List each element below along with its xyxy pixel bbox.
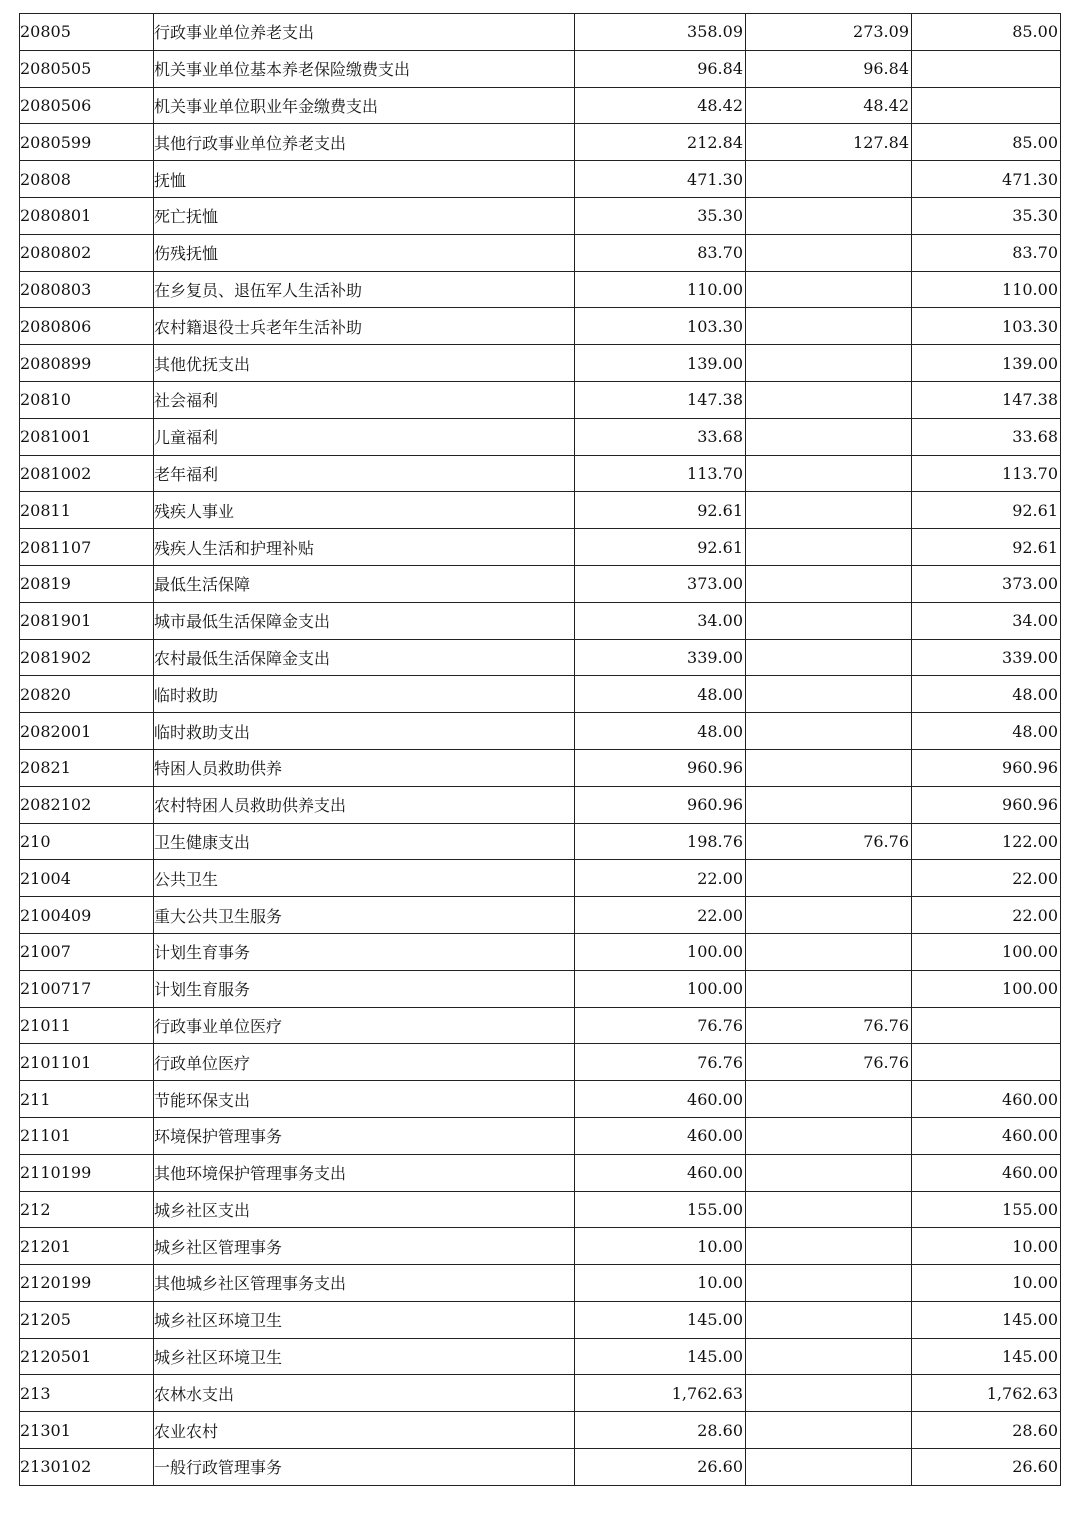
table-row [20, 492, 1061, 529]
table-row [20, 1375, 1061, 1412]
subject-code-cell: 2080505 [20, 50, 154, 87]
table-row [20, 1007, 1061, 1044]
subject-code-cell: 2080803 [20, 271, 154, 308]
project-expenditure-cell: 339.00 [912, 639, 1061, 676]
project-expenditure-cell: 28.60 [912, 1412, 1061, 1449]
basic-expenditure-cell [746, 1081, 912, 1118]
total-amount-cell: 100.00 [575, 933, 746, 970]
subject-code-cell: 20820 [20, 676, 154, 713]
subject-code-cell: 2101101 [20, 1044, 154, 1081]
table-row [20, 234, 1061, 271]
subject-name-cell: 公共卫生 [154, 860, 575, 897]
project-expenditure-cell: 92.61 [912, 492, 1061, 529]
basic-expenditure-cell [746, 970, 912, 1007]
basic-expenditure-cell [746, 786, 912, 823]
total-amount-cell: 198.76 [575, 823, 746, 860]
project-expenditure-cell [912, 1007, 1061, 1044]
project-expenditure-cell [912, 1044, 1061, 1081]
total-amount-cell: 139.00 [575, 345, 746, 382]
basic-expenditure-cell [746, 639, 912, 676]
table-row [20, 602, 1061, 639]
subject-code-cell: 21205 [20, 1301, 154, 1338]
total-amount-cell: 339.00 [575, 639, 746, 676]
total-amount-cell: 48.00 [575, 713, 746, 750]
basic-expenditure-cell [746, 1191, 912, 1228]
project-expenditure-cell: 460.00 [912, 1081, 1061, 1118]
table-row [20, 14, 1061, 51]
project-expenditure-cell: 83.70 [912, 234, 1061, 271]
project-expenditure-cell: 35.30 [912, 197, 1061, 234]
subject-code-cell: 2080599 [20, 124, 154, 161]
table-row [20, 676, 1061, 713]
subject-name-cell: 临时救助支出 [154, 713, 575, 750]
subject-code-cell: 21004 [20, 860, 154, 897]
subject-code-cell: 21007 [20, 933, 154, 970]
subject-code-cell: 20819 [20, 565, 154, 602]
subject-code-cell: 20821 [20, 749, 154, 786]
table-row [20, 860, 1061, 897]
basic-expenditure-cell [746, 381, 912, 418]
subject-name-cell: 农业农村 [154, 1412, 575, 1449]
subject-code-cell: 20805 [20, 14, 154, 51]
total-amount-cell: 960.96 [575, 749, 746, 786]
subject-name-cell: 在乡复员、退伍军人生活补助 [154, 271, 575, 308]
subject-code-cell: 21011 [20, 1007, 154, 1044]
subject-name-cell: 社会福利 [154, 381, 575, 418]
subject-name-cell: 环境保护管理事务 [154, 1117, 575, 1154]
project-expenditure-cell [912, 50, 1061, 87]
table-row [20, 1449, 1061, 1486]
table-row [20, 1191, 1061, 1228]
basic-expenditure-cell [746, 1412, 912, 1449]
subject-code-cell: 20810 [20, 381, 154, 418]
project-expenditure-cell: 373.00 [912, 565, 1061, 602]
subject-name-cell: 其他城乡社区管理事务支出 [154, 1265, 575, 1302]
project-expenditure-cell: 155.00 [912, 1191, 1061, 1228]
project-expenditure-cell: 85.00 [912, 124, 1061, 161]
basic-expenditure-cell [746, 1449, 912, 1486]
project-expenditure-cell: 110.00 [912, 271, 1061, 308]
basic-expenditure-cell [746, 418, 912, 455]
project-expenditure-cell: 113.70 [912, 455, 1061, 492]
basic-expenditure-cell [746, 1154, 912, 1191]
subject-name-cell: 农村特困人员救助供养支出 [154, 786, 575, 823]
table-row [20, 749, 1061, 786]
subject-name-cell: 行政单位医疗 [154, 1044, 575, 1081]
table-row [20, 345, 1061, 382]
total-amount-cell: 83.70 [575, 234, 746, 271]
project-expenditure-cell: 22.00 [912, 897, 1061, 934]
basic-expenditure-cell [746, 1265, 912, 1302]
subject-name-cell: 城乡社区管理事务 [154, 1228, 575, 1265]
total-amount-cell: 212.84 [575, 124, 746, 161]
subject-code-cell: 2081107 [20, 529, 154, 566]
subject-code-cell: 2080899 [20, 345, 154, 382]
subject-code-cell: 2120501 [20, 1338, 154, 1375]
project-expenditure-cell: 122.00 [912, 823, 1061, 860]
project-expenditure-cell: 145.00 [912, 1301, 1061, 1338]
table-row [20, 786, 1061, 823]
subject-code-cell: 211 [20, 1081, 154, 1118]
subject-name-cell: 行政事业单位养老支出 [154, 14, 575, 51]
basic-expenditure-cell: 76.76 [746, 1007, 912, 1044]
total-amount-cell: 92.61 [575, 492, 746, 529]
total-amount-cell: 22.00 [575, 860, 746, 897]
subject-code-cell: 2080806 [20, 308, 154, 345]
table-row [20, 271, 1061, 308]
basic-expenditure-cell [746, 234, 912, 271]
total-amount-cell: 460.00 [575, 1154, 746, 1191]
subject-code-cell: 2080801 [20, 197, 154, 234]
total-amount-cell: 10.00 [575, 1228, 746, 1265]
subject-name-cell: 农村籍退役士兵老年生活补助 [154, 308, 575, 345]
table-row [20, 50, 1061, 87]
budget-expenditure-table [19, 13, 1061, 1486]
project-expenditure-cell: 33.68 [912, 418, 1061, 455]
basic-expenditure-cell [746, 565, 912, 602]
subject-name-cell: 计划生育事务 [154, 933, 575, 970]
subject-name-cell: 机关事业单位职业年金缴费支出 [154, 87, 575, 124]
subject-name-cell: 城市最低生活保障金支出 [154, 602, 575, 639]
project-expenditure-cell: 460.00 [912, 1117, 1061, 1154]
subject-name-cell: 抚恤 [154, 161, 575, 198]
table-row [20, 529, 1061, 566]
total-amount-cell: 471.30 [575, 161, 746, 198]
subject-name-cell: 城乡社区环境卫生 [154, 1301, 575, 1338]
subject-name-cell: 卫生健康支出 [154, 823, 575, 860]
project-expenditure-cell: 85.00 [912, 14, 1061, 51]
table-row [20, 713, 1061, 750]
subject-code-cell: 2081002 [20, 455, 154, 492]
project-expenditure-cell: 26.60 [912, 1449, 1061, 1486]
subject-name-cell: 农村最低生活保障金支出 [154, 639, 575, 676]
basic-expenditure-cell [746, 860, 912, 897]
basic-expenditure-cell: 76.76 [746, 823, 912, 860]
subject-name-cell: 临时救助 [154, 676, 575, 713]
total-amount-cell: 373.00 [575, 565, 746, 602]
subject-code-cell: 2080802 [20, 234, 154, 271]
total-amount-cell: 145.00 [575, 1338, 746, 1375]
total-amount-cell: 358.09 [575, 14, 746, 51]
project-expenditure-cell: 960.96 [912, 749, 1061, 786]
table-row [20, 161, 1061, 198]
total-amount-cell: 34.00 [575, 602, 746, 639]
basic-expenditure-cell [746, 1375, 912, 1412]
subject-name-cell: 死亡抚恤 [154, 197, 575, 234]
subject-code-cell: 2081902 [20, 639, 154, 676]
table-row [20, 1154, 1061, 1191]
subject-name-cell: 节能环保支出 [154, 1081, 575, 1118]
table-row [20, 639, 1061, 676]
subject-name-cell: 其他行政事业单位养老支出 [154, 124, 575, 161]
table-body [20, 14, 1061, 1486]
basic-expenditure-cell [746, 345, 912, 382]
table-row [20, 87, 1061, 124]
project-expenditure-cell: 100.00 [912, 933, 1061, 970]
total-amount-cell: 1,762.63 [575, 1375, 746, 1412]
basic-expenditure-cell: 127.84 [746, 124, 912, 161]
subject-code-cell: 21301 [20, 1412, 154, 1449]
subject-name-cell: 最低生活保障 [154, 565, 575, 602]
total-amount-cell: 76.76 [575, 1007, 746, 1044]
project-expenditure-cell: 147.38 [912, 381, 1061, 418]
total-amount-cell: 155.00 [575, 1191, 746, 1228]
subject-name-cell: 计划生育服务 [154, 970, 575, 1007]
subject-name-cell: 儿童福利 [154, 418, 575, 455]
total-amount-cell: 113.70 [575, 455, 746, 492]
basic-expenditure-cell [746, 271, 912, 308]
total-amount-cell: 460.00 [575, 1081, 746, 1118]
basic-expenditure-cell: 48.42 [746, 87, 912, 124]
table-row [20, 565, 1061, 602]
table-row [20, 823, 1061, 860]
total-amount-cell: 48.42 [575, 87, 746, 124]
subject-code-cell: 2080506 [20, 87, 154, 124]
project-expenditure-cell: 10.00 [912, 1265, 1061, 1302]
project-expenditure-cell: 48.00 [912, 713, 1061, 750]
total-amount-cell: 145.00 [575, 1301, 746, 1338]
basic-expenditure-cell [746, 602, 912, 639]
table-row [20, 418, 1061, 455]
table-row [20, 1228, 1061, 1265]
table-row [20, 124, 1061, 161]
total-amount-cell: 33.68 [575, 418, 746, 455]
total-amount-cell: 26.60 [575, 1449, 746, 1486]
subject-name-cell: 一般行政管理事务 [154, 1449, 575, 1486]
basic-expenditure-cell [746, 308, 912, 345]
total-amount-cell: 48.00 [575, 676, 746, 713]
basic-expenditure-cell [746, 1338, 912, 1375]
total-amount-cell: 960.96 [575, 786, 746, 823]
subject-name-cell: 残疾人事业 [154, 492, 575, 529]
table-row [20, 933, 1061, 970]
basic-expenditure-cell [746, 676, 912, 713]
table-row [20, 197, 1061, 234]
basic-expenditure-cell: 76.76 [746, 1044, 912, 1081]
basic-expenditure-cell: 273.09 [746, 14, 912, 51]
project-expenditure-cell: 48.00 [912, 676, 1061, 713]
total-amount-cell: 96.84 [575, 50, 746, 87]
subject-name-cell: 农林水支出 [154, 1375, 575, 1412]
subject-name-cell: 重大公共卫生服务 [154, 897, 575, 934]
subject-code-cell: 213 [20, 1375, 154, 1412]
project-expenditure-cell: 139.00 [912, 345, 1061, 382]
project-expenditure-cell: 460.00 [912, 1154, 1061, 1191]
table-row [20, 1338, 1061, 1375]
subject-code-cell: 2081001 [20, 418, 154, 455]
table-row [20, 381, 1061, 418]
table-row [20, 1081, 1061, 1118]
table-row [20, 1301, 1061, 1338]
basic-expenditure-cell [746, 1228, 912, 1265]
subject-name-cell: 城乡社区支出 [154, 1191, 575, 1228]
subject-code-cell: 20808 [20, 161, 154, 198]
basic-expenditure-cell [746, 897, 912, 934]
subject-code-cell: 21201 [20, 1228, 154, 1265]
basic-expenditure-cell [746, 197, 912, 234]
subject-name-cell: 残疾人生活和护理补贴 [154, 529, 575, 566]
subject-name-cell: 老年福利 [154, 455, 575, 492]
basic-expenditure-cell [746, 161, 912, 198]
project-expenditure-cell: 92.61 [912, 529, 1061, 566]
total-amount-cell: 460.00 [575, 1117, 746, 1154]
table-row [20, 1044, 1061, 1081]
basic-expenditure-cell [746, 1117, 912, 1154]
table-row [20, 897, 1061, 934]
subject-name-cell: 伤残抚恤 [154, 234, 575, 271]
total-amount-cell: 22.00 [575, 897, 746, 934]
basic-expenditure-cell [746, 749, 912, 786]
subject-code-cell: 2081901 [20, 602, 154, 639]
total-amount-cell: 10.00 [575, 1265, 746, 1302]
subject-code-cell: 2120199 [20, 1265, 154, 1302]
table-row [20, 1265, 1061, 1302]
subject-name-cell: 城乡社区环境卫生 [154, 1338, 575, 1375]
project-expenditure-cell [912, 87, 1061, 124]
subject-code-cell: 2110199 [20, 1154, 154, 1191]
total-amount-cell: 35.30 [575, 197, 746, 234]
total-amount-cell: 110.00 [575, 271, 746, 308]
table-row [20, 970, 1061, 1007]
project-expenditure-cell: 960.96 [912, 786, 1061, 823]
table-row [20, 308, 1061, 345]
project-expenditure-cell: 34.00 [912, 602, 1061, 639]
subject-code-cell: 210 [20, 823, 154, 860]
table-row [20, 1412, 1061, 1449]
total-amount-cell: 103.30 [575, 308, 746, 345]
subject-name-cell: 其他环境保护管理事务支出 [154, 1154, 575, 1191]
table-row [20, 1117, 1061, 1154]
total-amount-cell: 100.00 [575, 970, 746, 1007]
basic-expenditure-cell [746, 933, 912, 970]
project-expenditure-cell: 145.00 [912, 1338, 1061, 1375]
project-expenditure-cell: 10.00 [912, 1228, 1061, 1265]
project-expenditure-cell: 103.30 [912, 308, 1061, 345]
basic-expenditure-cell [746, 529, 912, 566]
subject-code-cell: 2082001 [20, 713, 154, 750]
basic-expenditure-cell [746, 455, 912, 492]
subject-code-cell: 2082102 [20, 786, 154, 823]
subject-name-cell: 其他优抚支出 [154, 345, 575, 382]
subject-code-cell: 2100409 [20, 897, 154, 934]
subject-code-cell: 20811 [20, 492, 154, 529]
basic-expenditure-cell [746, 713, 912, 750]
subject-code-cell: 2130102 [20, 1449, 154, 1486]
basic-expenditure-cell [746, 492, 912, 529]
project-expenditure-cell: 100.00 [912, 970, 1061, 1007]
table-row [20, 455, 1061, 492]
subject-name-cell: 机关事业单位基本养老保险缴费支出 [154, 50, 575, 87]
subject-code-cell: 212 [20, 1191, 154, 1228]
total-amount-cell: 76.76 [575, 1044, 746, 1081]
project-expenditure-cell: 22.00 [912, 860, 1061, 897]
total-amount-cell: 92.61 [575, 529, 746, 566]
basic-expenditure-cell: 96.84 [746, 50, 912, 87]
subject-name-cell: 行政事业单位医疗 [154, 1007, 575, 1044]
project-expenditure-cell: 471.30 [912, 161, 1061, 198]
subject-code-cell: 21101 [20, 1117, 154, 1154]
subject-code-cell: 2100717 [20, 970, 154, 1007]
total-amount-cell: 147.38 [575, 381, 746, 418]
project-expenditure-cell: 1,762.63 [912, 1375, 1061, 1412]
basic-expenditure-cell [746, 1301, 912, 1338]
subject-name-cell: 特困人员救助供养 [154, 749, 575, 786]
total-amount-cell: 28.60 [575, 1412, 746, 1449]
